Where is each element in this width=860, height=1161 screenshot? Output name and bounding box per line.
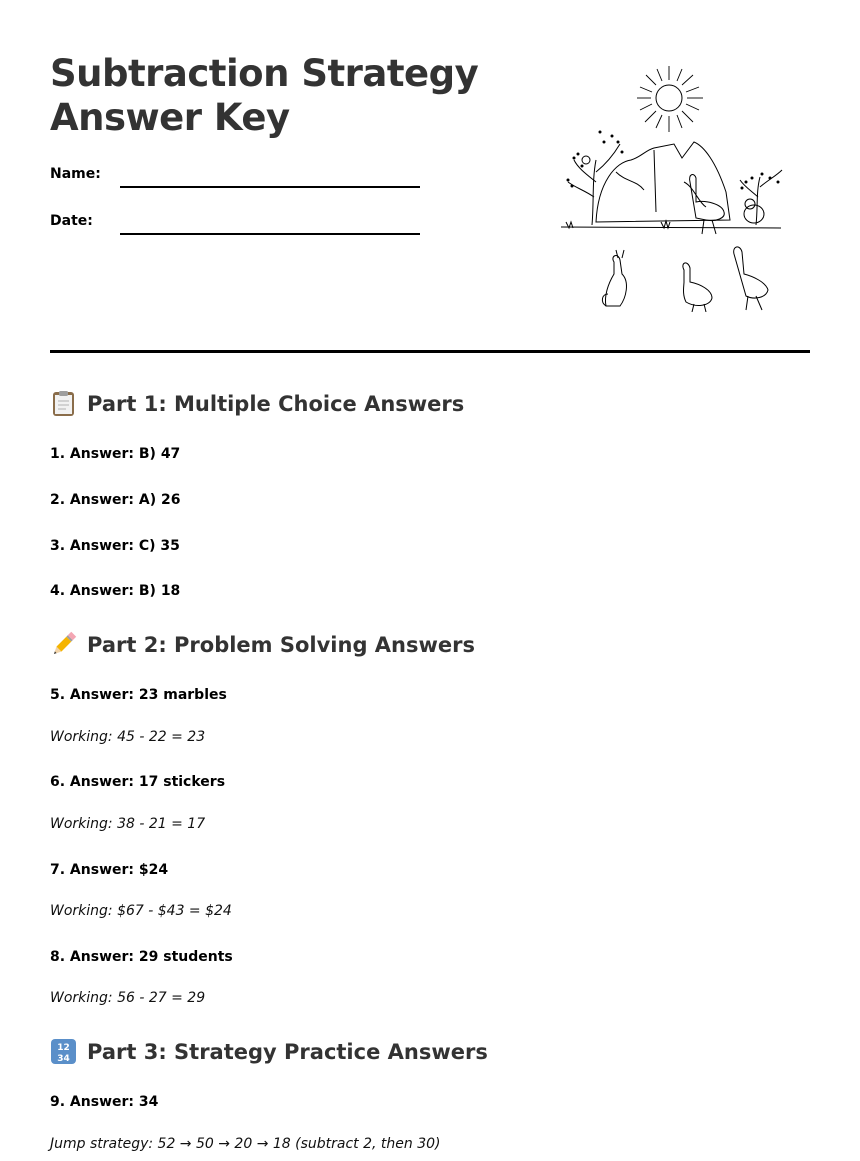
- part3-heading: [50, 1038, 488, 1065]
- outback-animals-illustration: [556, 62, 786, 312]
- part1-heading-text: Part 1: Multiple Choice Answers: [87, 391, 465, 416]
- working-5: Working: 45 - 22 = 23: [50, 729, 206, 745]
- sun-icon: [637, 66, 703, 132]
- svg-text:34: 34: [57, 1054, 70, 1064]
- svg-text:12: 12: [57, 1043, 70, 1053]
- pencil-icon: [50, 631, 77, 658]
- title-line-1: Subtraction Strategy: [50, 52, 479, 95]
- page-title: [50, 52, 478, 140]
- answer-5: 5. Answer: 23 marbles: [50, 687, 227, 703]
- answer-1: 1. Answer: B) 47: [50, 446, 181, 462]
- name-field[interactable]: [120, 186, 420, 188]
- answer-8: 8. Answer: 29 students: [50, 949, 233, 965]
- working-7: Working: $67 - $43 = $24: [50, 903, 232, 919]
- part3-heading-text: Part 3: Strategy Practice Answers: [87, 1039, 488, 1064]
- date-label: Date:: [50, 213, 93, 229]
- working-6: Working: 38 - 21 = 17: [50, 816, 206, 832]
- part2-heading-text: Part 2: Problem Solving Answers: [87, 632, 475, 657]
- answer-4: 4. Answer: B) 18: [50, 583, 181, 599]
- answer-9: 9. Answer: 34: [50, 1094, 159, 1110]
- part1-heading: [50, 390, 464, 417]
- working-8: Working: 56 - 27 = 29: [50, 990, 206, 1006]
- answer-6: 6. Answer: 17 stickers: [50, 774, 226, 790]
- title-line-2: Answer Key: [50, 96, 290, 139]
- clipboard-icon: [50, 390, 77, 417]
- answer-2: 2. Answer: A) 26: [50, 492, 181, 508]
- answer-7: 7. Answer: $24: [50, 862, 169, 878]
- name-label: Name:: [50, 166, 101, 182]
- answer-3: 3. Answer: C) 35: [50, 538, 180, 554]
- numbers-icon: [50, 1038, 77, 1065]
- date-field[interactable]: [120, 233, 420, 235]
- part2-heading: [50, 631, 475, 658]
- section-divider: [50, 350, 810, 353]
- working-9: Jump strategy: 52 → 50 → 20 → 18 (subtract 2, then 30): [50, 1136, 441, 1152]
